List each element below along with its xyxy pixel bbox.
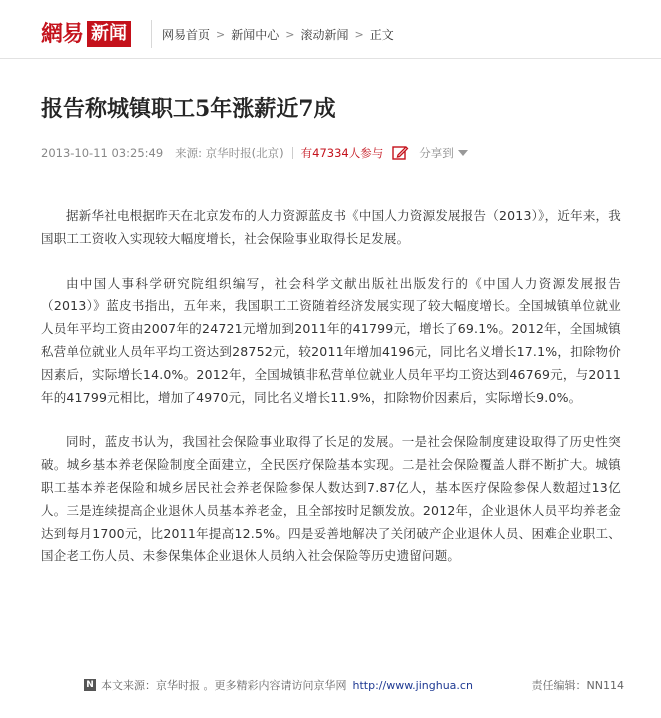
breadcrumb-rolling-news-link[interactable]: 滚动新闻 [300, 27, 349, 42]
article-source[interactable]: 来源: 京华时报(北京) [175, 146, 284, 160]
source-note: 本文来源：京华时报 。更多精彩内容请访问京华网 [101, 679, 347, 692]
breadcrumb-separator: > [285, 27, 295, 41]
top-navigation-bar [0, 0, 661, 59]
article-footer [84, 676, 624, 694]
breadcrumb-home-link[interactable]: 网易首页 [162, 27, 211, 42]
article-title: 报告称城镇职工5年涨薪近7成 [41, 96, 336, 122]
publish-time: 2013-10-11 03:25:49 [41, 146, 164, 160]
responsible-editor: 责任编辑：NN114 [531, 679, 624, 692]
article-paragraph: 据新华社电根据昨天在北京发布的人力资源蓝皮书《中国人力资源发展报告（2013）》，近年来，我国职工工资收入实现较大幅度增长，社会保险事业取得长足发展。 [41, 208, 621, 246]
share-dropdown-icon[interactable] [458, 150, 468, 156]
netease-news-logo[interactable] [41, 20, 131, 48]
breadcrumb-separator: > [354, 27, 364, 41]
comment-edit-icon[interactable] [391, 144, 409, 162]
participants-count[interactable]: 有47334人参与 [300, 146, 384, 160]
breadcrumb-news-center-link[interactable]: 新闻中心 [231, 27, 280, 42]
source-site-link[interactable]: http://www.jinghua.cn [352, 678, 473, 692]
netease-n-icon: N [84, 679, 96, 691]
logo-brand-text: 網易 [41, 21, 84, 47]
share-label[interactable]: 分享到 [419, 146, 454, 160]
article-meta [41, 143, 468, 163]
breadcrumb-separator: > [216, 27, 226, 41]
article-paragraph: 由中国人事科学研究院组织编写，社会科学文献出版社出版发行的《中国人力资源发展报告（2013）》蓝皮书指出，五年来，我国职工工资随着经济发展实现了较大幅度增长。全国城镇单位就业人员年平均工资由2007年的24721元增加到2011年的41799元，增长了69.1%。2012年，全国城镇私营单位就业人员年平均工资达到28752元，较2011年增加4196元，同比名义增长17.1%，扣除物价因素后，实际增长14.0%。2012年，全国城镇非私营单位就业人员年平均工资达到46769元，与2011年的41799元相比，增加了4970元，同比名义增长11.9%，扣除物价因素后，实际增长9.0%。 [41, 275, 621, 405]
breadcrumb [151, 20, 394, 48]
article-paragraph: 同时，蓝皮书认为，我国社会保险事业取得了长足的发展。一是社会保险制度建设取得了历史性突破。城乡基本养老保险制度全面建立，全民医疗保险基本实现。二是社会保险覆盖人群不断扩大。城镇职工基本养老保险和城乡居民社会养老保险参保人数达到7.87亿人，基本医疗保险参保人数超过13亿人。三是连续提高企业退休人员基本养老金，且全部按时足额发放。2012年，企业退休人员平均养老金达到每月1700元，比2011年提高12.5%。四是妥善地解决了关闭破产企业退休人员、困难企业职工、国企老工伤人员、未参保集体企业退休人员纳入社会保险等历史遗留问题。 [41, 434, 621, 564]
article-body [41, 205, 621, 590]
logo-section-text: 新闻 [87, 21, 131, 47]
breadcrumb-current: 正文 [369, 27, 394, 42]
meta-divider [292, 147, 293, 159]
